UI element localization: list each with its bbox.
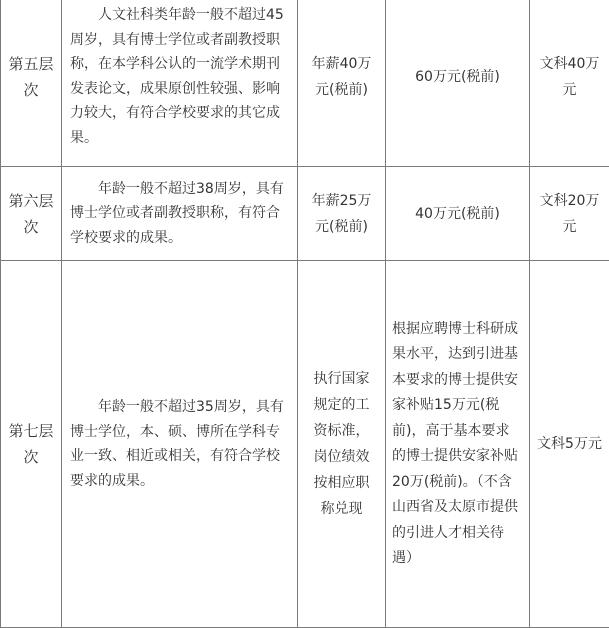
requirement-cell [62,0,298,167]
requirement-cell [62,167,298,261]
funding-cell: 文科40万元 [530,0,609,167]
requirement-cell [62,261,298,628]
allowance-cell: 60万元(税前) [386,0,530,167]
allowance-cell: 根据应聘博士科研成果水平，达到引进基本要求的博士提供安家补贴15万元(税前)，高于基本要求的博士提供安家补贴20万(税前)。（不含山西省及太原市提供的引进人才相关待遇） [386,261,530,628]
level-cell: 第五层次 [1,0,62,167]
salary-cell: 执行国家规定的工资标准，岗位绩效按相应职称兑现 [298,261,386,628]
requirement-text: 年龄一般不超过35周岁，具有博士学位，本、硕、博所在学科专业一致、相近或相关，有符合学校要求的成果。 [70,399,284,489]
allowance-cell: 40万元(税前) [386,167,530,261]
requirement-text: 人文社科类年龄一般不超过45周岁，具有博士学位或者副教授职称，在本学科公认的一流学术期刊发表论文，成果原创性较强、影响力较大，有符合学校要求的其它成果。 [70,7,284,146]
requirement-text: 年龄一般不超过38周岁，具有博士学位或者副教授职称，有符合学校要求的成果。 [70,181,284,246]
table-row-level-7 [1,261,609,628]
funding-cell: 文科5万元 [530,261,609,628]
level-cell: 第六层次 [1,167,62,261]
salary-cell: 年薪25万元(税前) [298,167,386,261]
table-row-level-5 [1,0,609,167]
table-row-level-6 [1,167,609,261]
funding-cell: 文科20万元 [530,167,609,261]
salary-cell: 年薪40万元(税前) [298,0,386,167]
level-cell: 第七层次 [1,261,62,628]
